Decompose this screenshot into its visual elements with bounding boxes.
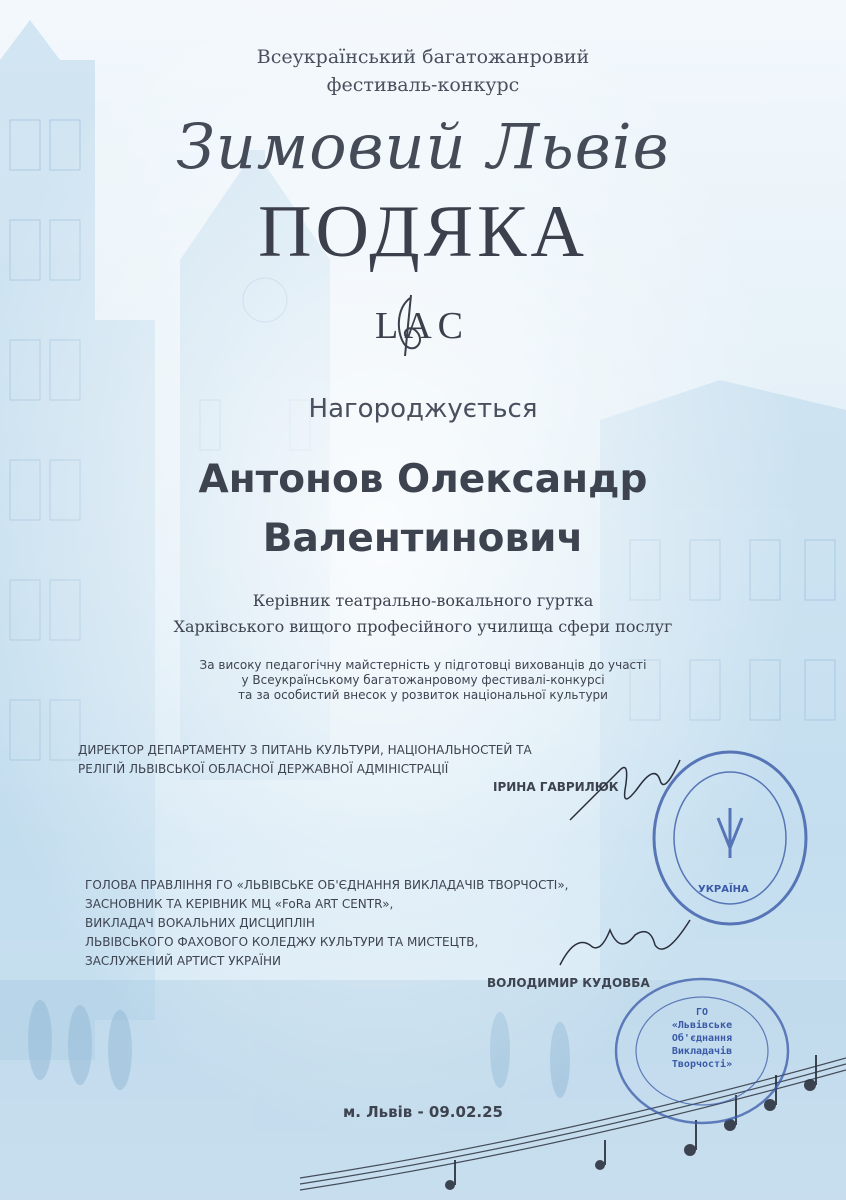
- stamp2-line4: Викладачів: [671, 1046, 733, 1057]
- lac-logo: [365, 290, 485, 360]
- recipient-role-line1: Керівник театрально-вокального гуртка: [252, 591, 594, 610]
- signatory2-title-line1: ГОЛОВА ПРАВЛІННЯ ГО «ЛЬВІВСЬКЕ ОБ'ЄДНАННЯ ВИКЛАДАЧІВ ТВОРЧОСТІ»,: [85, 878, 569, 892]
- stamp2-line2: «Львівське: [671, 1020, 733, 1031]
- award-reason-line2: у Всеукраїнському багатожанровому фестивалі-конкурсі: [241, 673, 605, 687]
- recipient-name-line1: Антонов Олександр: [198, 457, 648, 502]
- place-and-date: м. Львів - 09.02.25: [343, 1103, 503, 1121]
- stamp2-line5: Творчості»: [671, 1059, 733, 1070]
- signatory2-title-line3: ВИКЛАДАЧ ВОКАЛЬНИХ ДИСЦИПЛІН: [85, 916, 315, 930]
- department-stamp: [650, 748, 810, 928]
- award-intro: Нагороджується: [308, 394, 538, 424]
- stamp1-text: УКРАЇНА: [698, 884, 749, 895]
- award-reason-line1: За високу педагогічну майстерність у підготовці вихованців до участі: [199, 658, 647, 672]
- stamp2-line3: Об'єднання: [671, 1033, 733, 1044]
- recipient-role-line2: Харківського вищого професійного училища сфери послуг: [173, 617, 673, 636]
- signatory2-title-line2: ЗАСНОВНИК ТА КЕРІВНИК МЦ «FoRa ART CENTR»,: [85, 897, 394, 911]
- lac-logo-text: LAC: [375, 305, 469, 347]
- festival-name: Зимовий Львів: [176, 110, 670, 183]
- recipient-name-line2: Валентинович: [262, 516, 584, 561]
- signature2-handwriting: [555, 915, 695, 975]
- signatory2-title-line5: ЗАСЛУЖЕНИЙ АРТИСТ УКРАЇНИ: [85, 954, 282, 968]
- signatory2-name: ВОЛОДИМИР КУДОВБА: [487, 976, 650, 990]
- signatory2-title-line4: ЛЬВІВСЬКОГО ФАХОВОГО КОЛЕДЖУ КУЛЬТУРИ ТА МИСТЕЦТВ,: [85, 935, 479, 949]
- signatory1-title-line1: ДИРЕКТОР ДЕПАРТАМЕНТУ З ПИТАНЬ КУЛЬТУРИ, НАЦІОНАЛЬНОСТЕЙ ТА: [78, 743, 532, 757]
- signatory1-name: ІРИНА ГАВРИЛЮК: [493, 780, 619, 794]
- stamp2-line1: ГО: [695, 1007, 709, 1018]
- award-reason-line3: та за особистий внесок у розвиток національної культури: [238, 688, 608, 702]
- signatory1-title-line2: РЕЛІГІЙ ЛЬВІВСЬКОЇ ОБЛАСНОЇ ДЕРЖАВНОЇ АДМІНІСТРАЦІЇ: [78, 762, 449, 776]
- festival-subtitle-line1: Всеукраїнський багатожанровий: [256, 46, 590, 68]
- document-title: ПОДЯКА: [258, 191, 588, 273]
- festival-subtitle-line2: фестиваль-конкурс: [326, 74, 520, 96]
